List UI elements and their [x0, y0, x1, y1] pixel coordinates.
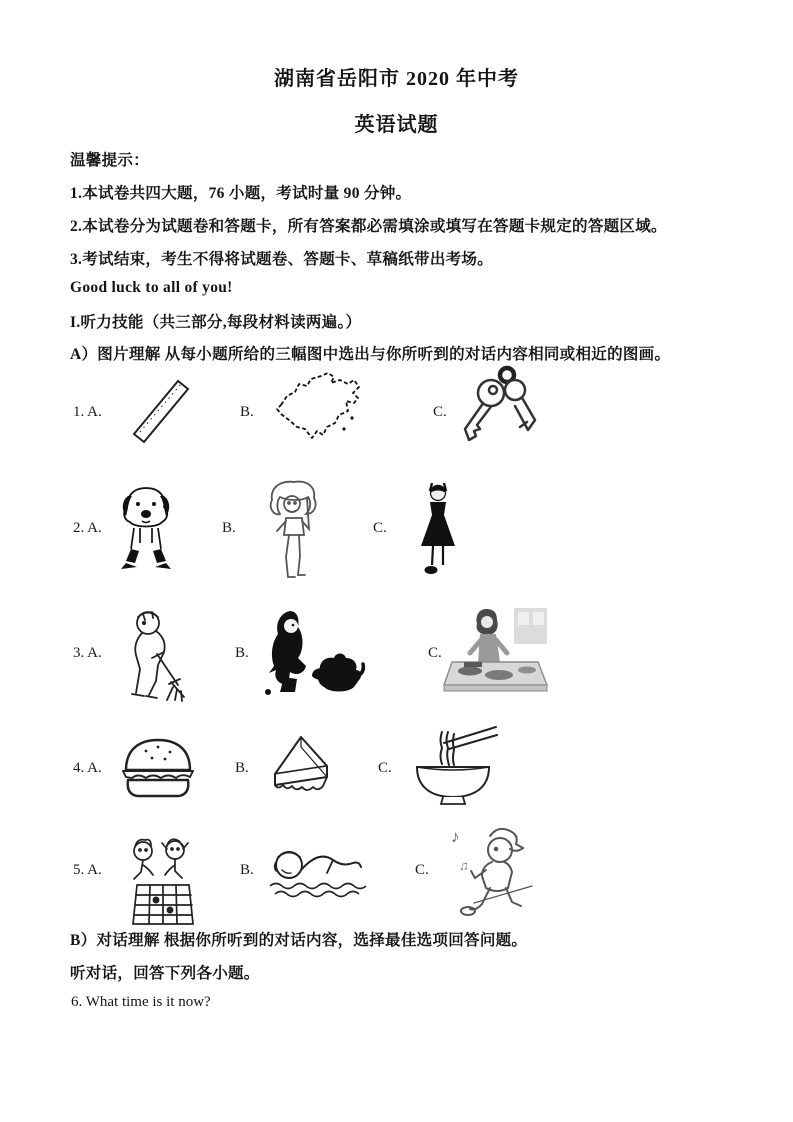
page-subtitle: 英语试题 [354, 114, 439, 136]
notice-item-2: 2.本试卷分为试题卷和答题卡，所有答案都必需填涂或填写在答题卡规定的答题区域。 [70, 218, 667, 235]
dancing-boy-image [446, 822, 536, 922]
map-of-china-image [268, 368, 364, 452]
swimmer-image [268, 843, 372, 903]
noodle-bowl-image [408, 722, 498, 808]
good-luck-line: Good luck to all of you! [70, 279, 233, 296]
girl-kneeling-with-dog-image [260, 606, 366, 702]
q2-option-b-label: B. [222, 520, 236, 536]
woman-cooking-image [442, 600, 552, 704]
notice-item-3: 3.考试结束，考生不得将试题卷、答题卡、草稿纸带出考场。 [70, 251, 494, 268]
keys-image [455, 360, 543, 452]
q4-option-a-label: 4. A. [73, 760, 102, 776]
girl-in-black-dress-image [415, 480, 461, 580]
ruler-image [124, 368, 198, 452]
music-note-icon: ♪ [451, 827, 460, 846]
question-6-text: 6. What time is it now? [71, 994, 211, 1010]
part-b-heading: B）对话理解 根据你所听到的对话内容，选择最佳选项回答问题。 [70, 932, 528, 949]
q3-option-b-label: B. [235, 645, 249, 661]
hamburger-image [116, 733, 200, 809]
notice-heading: 温馨提示： [70, 152, 150, 169]
q4-option-b-label: B. [235, 760, 249, 776]
music-note-icon: ♫ [459, 858, 469, 873]
q5-option-c-label: C. [415, 862, 429, 878]
child-sweeping-image [122, 607, 188, 703]
q2-option-a-label: 2. A. [73, 520, 102, 536]
girl-standing-image [262, 478, 326, 588]
q3-option-a-label: 3. A. [73, 645, 102, 661]
q1-option-a-label: 1. A. [73, 404, 102, 420]
part-a-heading: A）图片理解 从每小题所给的三幅图中选出与你所听到的对话内容相同或相近的图画。 [70, 346, 671, 363]
shaggy-dog-image [119, 485, 173, 573]
q2-option-c-label: C. [373, 520, 387, 536]
children-board-game-image [120, 834, 204, 928]
page-title: 湖南省岳阳市 2020 年中考 [274, 68, 519, 90]
notice-item-1: 1.本试卷共四大题，76 小题，考试时量 90 分钟。 [70, 185, 412, 202]
q1-option-b-label: B. [240, 404, 254, 420]
q4-option-c-label: C. [378, 760, 392, 776]
part-b-subheading: 听对话，回答下列各小题。 [70, 965, 260, 982]
sandwich-image [268, 730, 334, 809]
q3-option-c-label: C. [428, 645, 442, 661]
q5-option-b-label: B. [240, 862, 254, 878]
q5-option-a-label: 5. A. [73, 862, 102, 878]
q1-option-c-label: C. [433, 404, 447, 420]
section-i-heading: I.听力技能（共三部分,每段材料读两遍。） [70, 314, 362, 331]
